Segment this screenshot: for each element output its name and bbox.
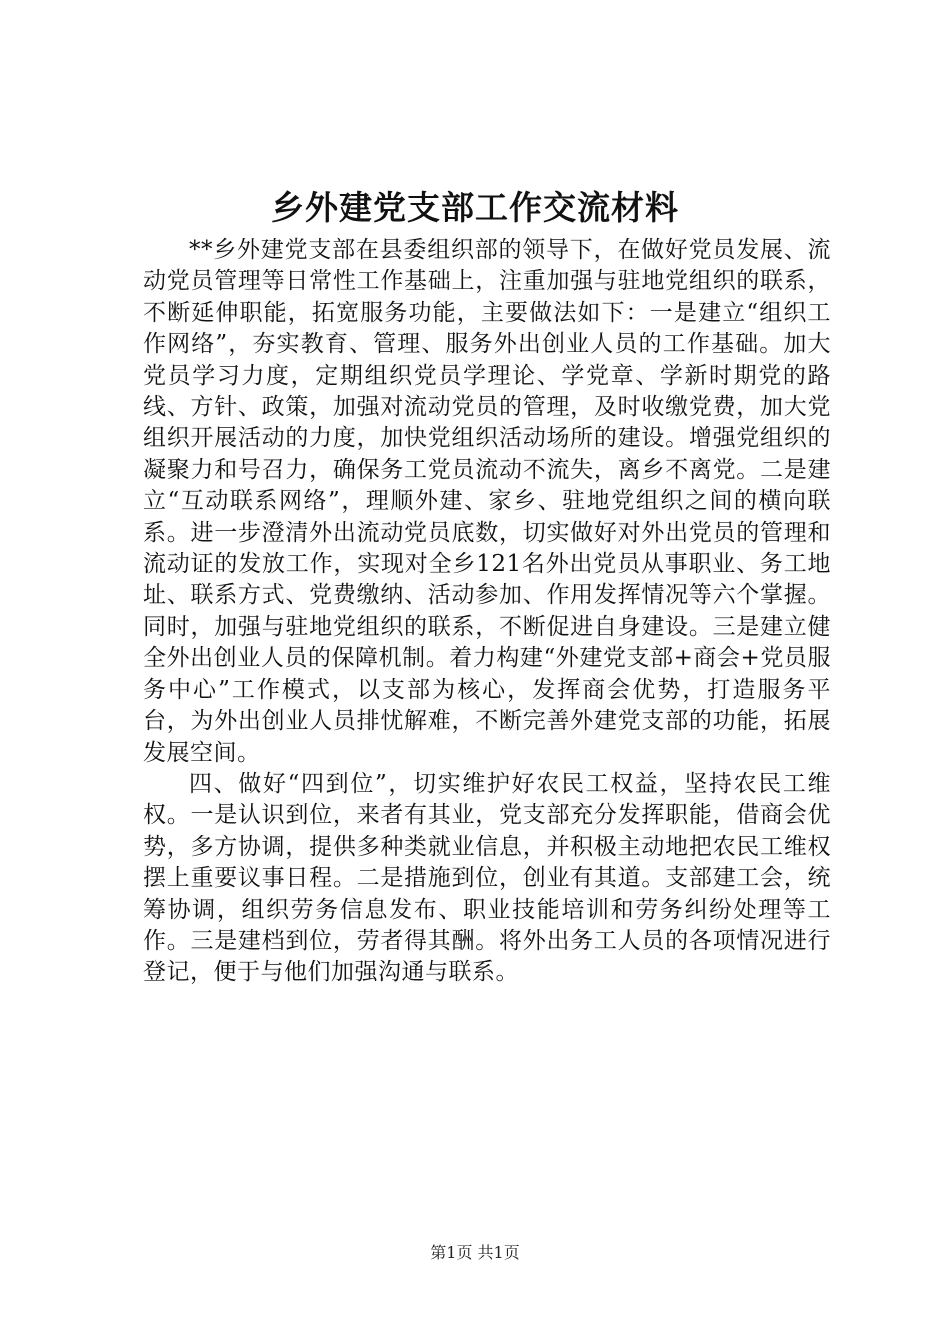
page-footer: 第1页 共1页 — [430, 1243, 520, 1262]
document-title: 乡外建党支部工作交流材料 — [271, 188, 679, 227]
paragraph-2: 四、做好“四到位”，切实维护好农民工权益，坚持农民工维权。一是认识到位，来者有其业，党支部充分发挥职能，借商会优势，多方协调，提供多种类就业信息，并积极主动地把农民工维权摆上重要议事日程。二是措施到位，创业有其道。支部建工会，统筹协调，组织劳务信息发布、职业技能培训和劳务纠纷处理等工作。三是建档到位，劳者得其酬。将外出务工人员的各项情况进行登记，便于与他们加强沟通与联系。 — [143, 770, 831, 986]
paragraph-1: **乡外建党支部在县委组织部的领导下，在做好党员发展、流动党员管理等日常性工作基础上，注重加强与驻地党组织的联系，不断延伸职能，拓宽服务功能，主要做法如下：一是建立“组织工作网络”，夯实教育、管理、服务外出创业人员的工作基础。加大党员学习力度，定期组织党员学理论、学党章、学新时期党的路线、方针、政策，加强对流动党员的管理，及时收缴党费，加大党组织开展活动的力度，加快党组织活动场所的建设。增强党组织的凝聚力和号召力，确保务工党员流动不流失，离乡不离党。二是建立“互动联系网络”，理顺外建、家乡、驻地党组织之间的横向联系。进一步澄清外出流动党员底数，切实做好对外出党员的管理和流动证的发放工作，实现对全乡121名外出党员从事职业、务工地址、联系方式、党费缴纳、活动参加、作用发挥情况等六个掌握。同时，加强与驻地党组织的联系，不断促进自身建设。三是建立健全外出创业人员的保障机制。着力构建“外建党支部+商会+党员服务中心”工作模式，以支部为核心，发挥商会优势，打造服务平台，为外出创业人员排忧解难，不断完善外建党支部的功能，拓展发展空间。 — [143, 237, 831, 766]
document-body — [143, 235, 831, 989]
